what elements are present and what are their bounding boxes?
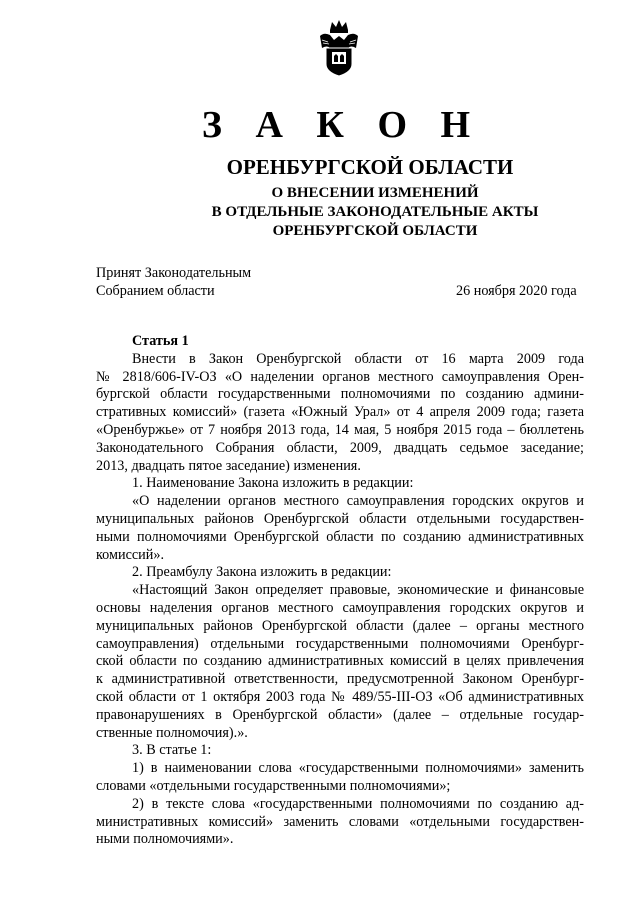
text-line: 2013, двадцать пятое заседание) изменения.	[96, 457, 361, 474]
text-line: самоуправления) отдельными государственными полномочиями Оренбург-	[96, 635, 584, 652]
adoption-line: Собранием области	[96, 283, 215, 299]
law-subject-title	[0, 184, 640, 241]
text-line: словами «отдельными государственными полномочиями»;	[96, 777, 451, 794]
text-line: основы наделения органов местного самоуправления городских округов и	[96, 599, 584, 616]
text-line: № 2818/606-IV-ОЗ «О наделении органов местного самоуправления Орен-	[96, 368, 584, 385]
document-type-title: З А К О Н	[201, 104, 483, 146]
text-line: 1. Наименование Закона изложить в редакции:	[132, 475, 414, 492]
text-line: стративных комиссий» (газета «Южный Урал» от 4 апреля 2009 года; газета	[96, 404, 584, 421]
text-line: «Настоящий Закон определяет правовые, экономические и финансовые	[132, 582, 584, 599]
text-line: ными полномочиями Оренбургской области по созданию административных	[96, 528, 584, 545]
text-line: бургской области государственными полномочиями по созданию админи-	[96, 386, 584, 403]
text-line: «Оренбуржье» от 7 ноября 2013 года, 14 мая, 5 ноября 2015 года – бюллетень	[96, 421, 584, 438]
text-line: 2. Преамбулу Закона изложить в редакции:	[132, 564, 392, 581]
adoption-line: Принят Законодательным	[96, 265, 252, 281]
subtitle-line: В ОТДЕЛЬНЫЕ ЗАКОНОДАТЕЛЬНЫЕ АКТЫ	[211, 204, 539, 220]
subtitle-line: ОРЕНБУРГСКОЙ ОБЛАСТИ	[272, 223, 478, 239]
text-line: ственные полномочия).».	[96, 724, 248, 741]
text-line: 2) в тексте слова «государственными полномочиями по созданию ад-	[132, 795, 584, 812]
text-line: муниципальных районов Оренбургской области (далее – органы местного	[96, 617, 584, 634]
text-line: муниципальных районов Оренбургской области отдельными государствен-	[96, 510, 584, 527]
text-line: ской области по созданию административных комиссий в целях привлечения	[96, 653, 584, 670]
text-line: 1) в наименовании слова «государственными полномочиями» заменить	[132, 760, 584, 777]
subtitle-line: О ВНЕСЕНИИ ИЗМЕНЕНИЙ	[271, 185, 479, 201]
text-line: Внести в Закон Оренбургской области от 16 марта 2009 года	[132, 350, 584, 367]
adoption-date: 26 ноября 2020 года	[456, 283, 577, 299]
region-title: ОРЕНБУРГСКОЙ ОБЛАСТИ	[226, 155, 514, 179]
text-line: ской области от 1 октября 2003 года № 489/55-III-ОЗ «Об административных	[96, 688, 584, 705]
text-line: Законодательного Собрания области, 2009, двадцать седьмое заседание;	[96, 439, 584, 456]
coat-of-arms-emblem	[318, 18, 360, 78]
text-line: ными полномочиями».	[96, 831, 234, 848]
text-line: к административной ответственности, предусмотренной Законом Оренбург-	[96, 671, 584, 688]
text-line: правонарушениях в Оренбургской области» (далее – отдельные государ-	[96, 706, 584, 723]
text-line: комиссий».	[96, 546, 164, 563]
text-line: «О наделении органов местного самоуправления городских округов и	[132, 493, 584, 510]
text-line: министративных комиссий» заменить словами «отдельными государствен-	[96, 813, 584, 830]
text-line: 3. В статье 1:	[132, 742, 212, 759]
article-heading: Статья 1	[132, 333, 189, 349]
law-body	[96, 333, 584, 849]
adoption-note	[96, 264, 251, 300]
